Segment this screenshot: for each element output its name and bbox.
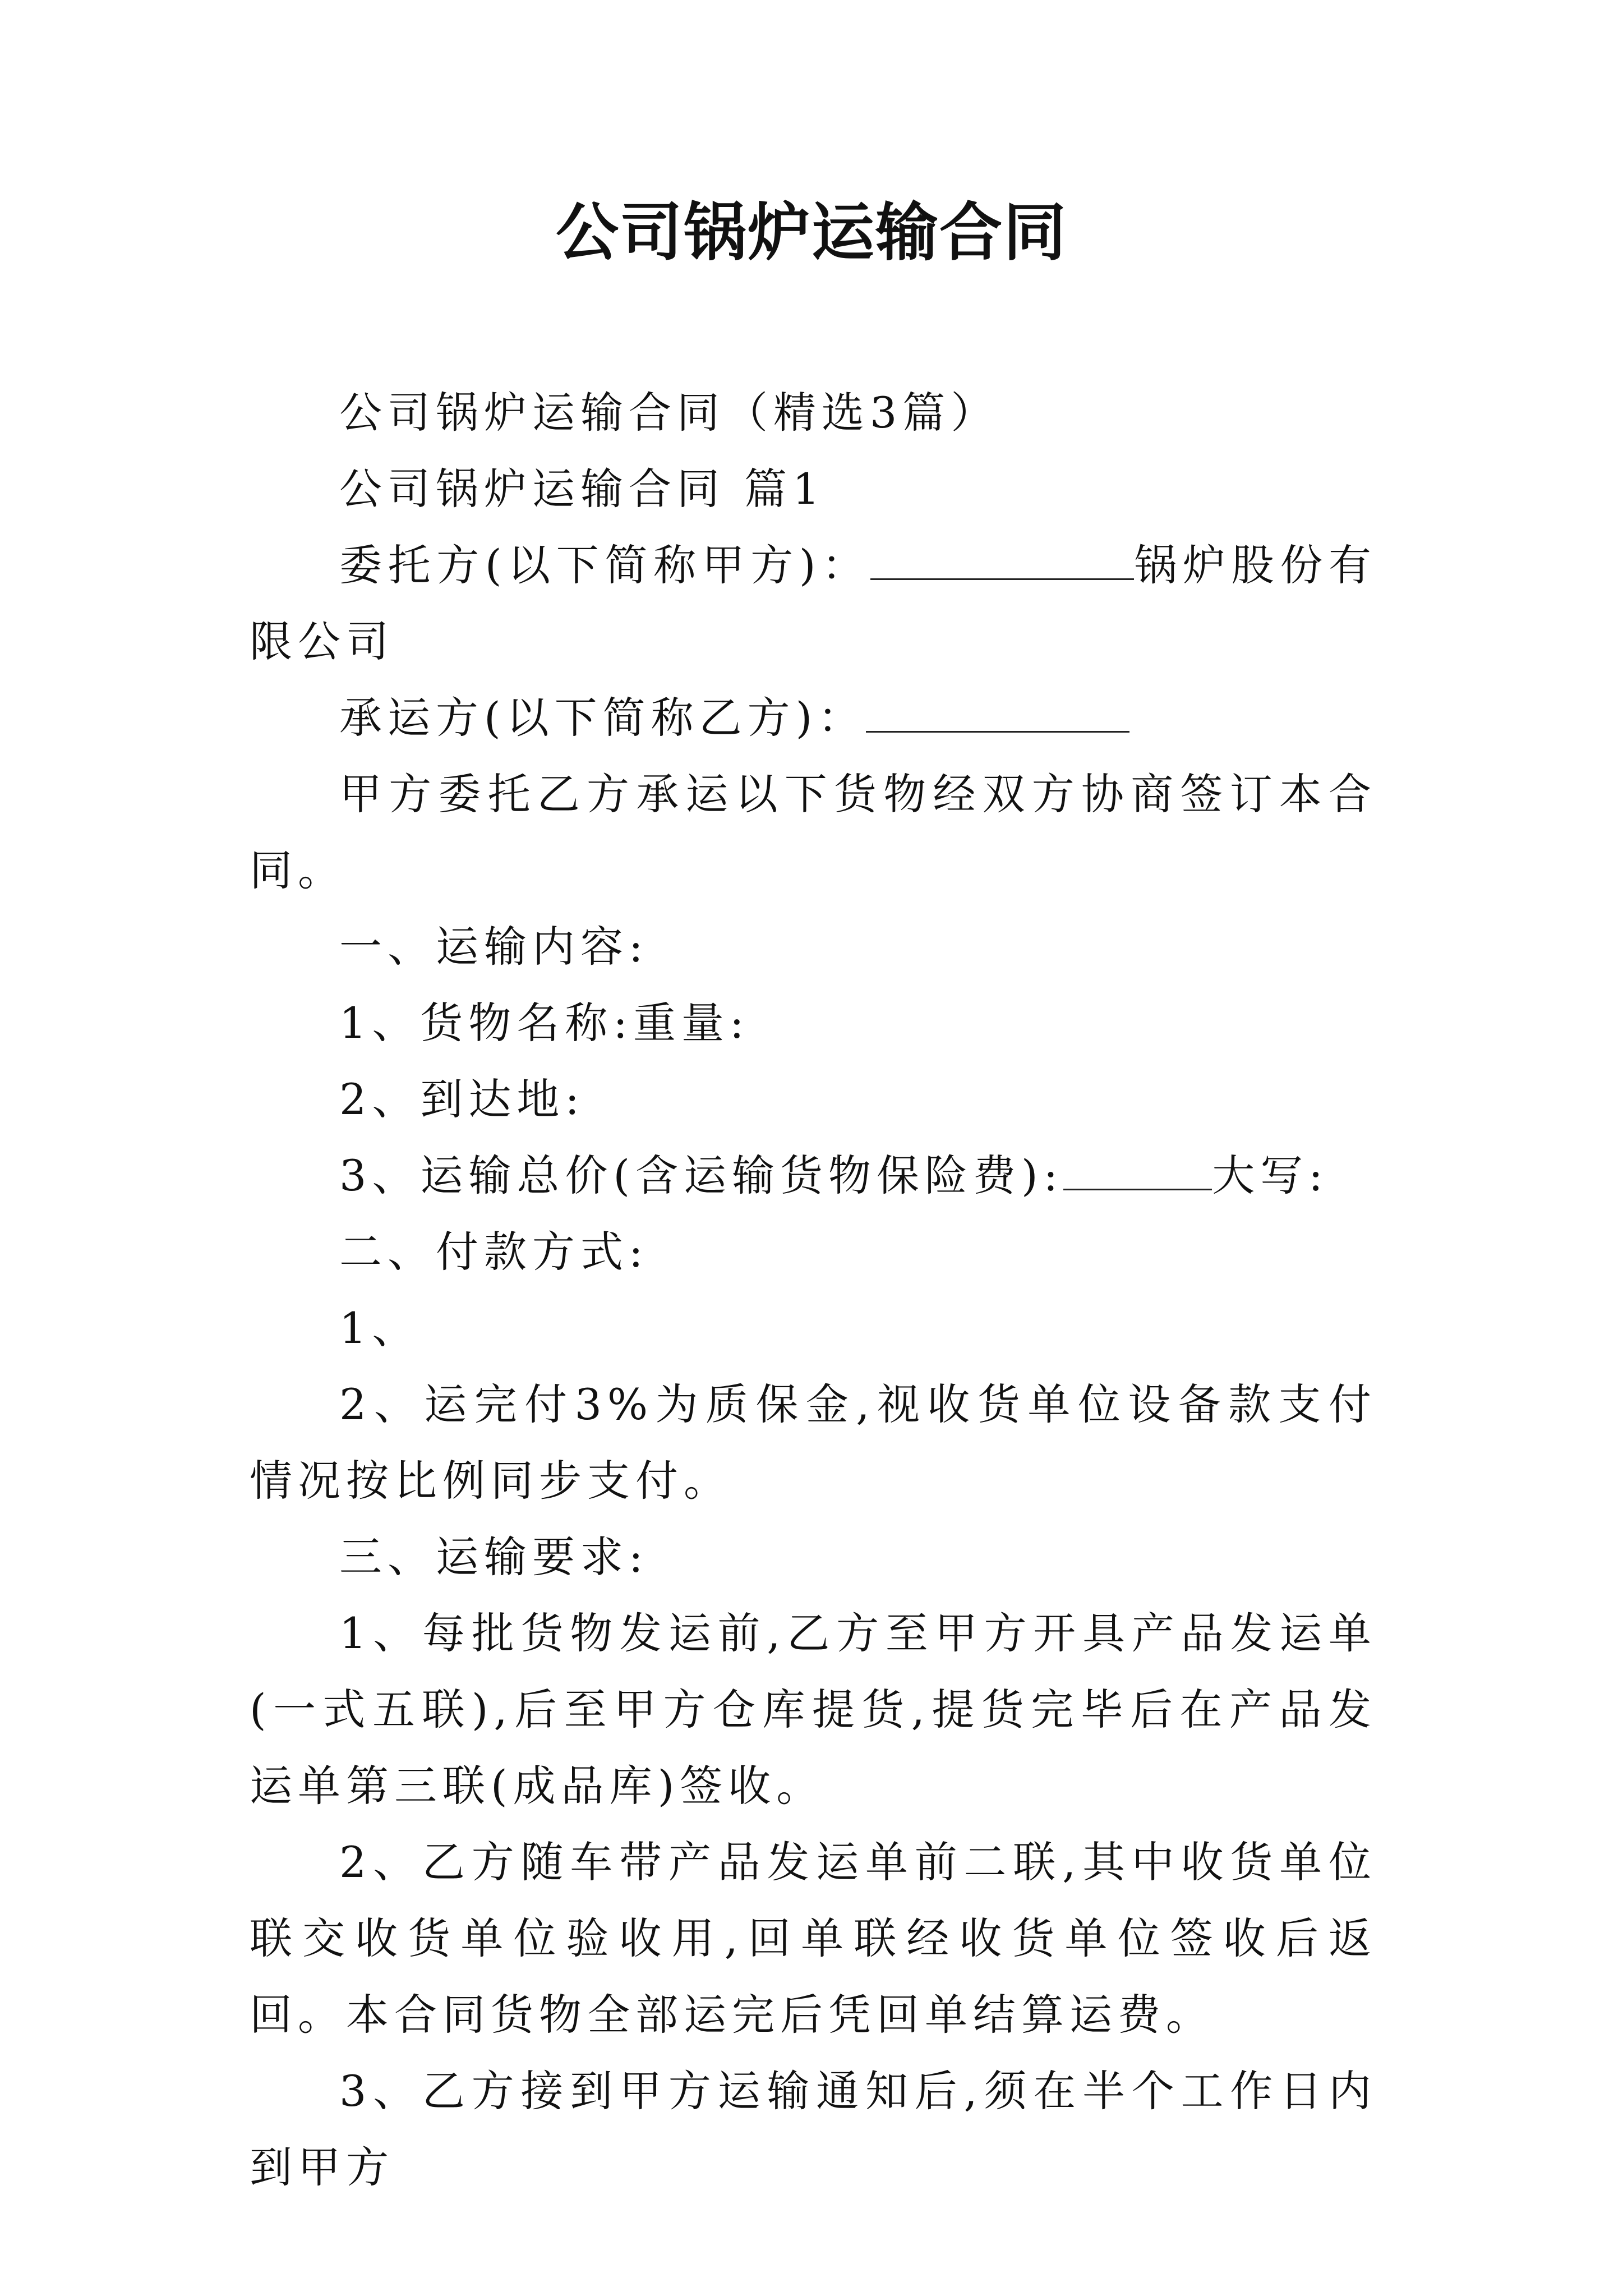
party-a-label: 委托方(以下简称甲方)： — [339, 540, 870, 590]
party-b-blank — [866, 696, 1129, 733]
section-1-item-1: 1、货物名称:重量: — [339, 998, 750, 1048]
section-2-heading: 二、付款方式: — [339, 1227, 649, 1277]
party-b-line — [250, 680, 1377, 756]
section-2-item-1: 1、 — [339, 1303, 421, 1353]
total-price-label: 3、运输总价(含运输货物保险费): — [339, 1151, 1064, 1200]
uppercase-amount-label: 大写: — [1212, 1151, 1329, 1200]
section-1-item-3 — [250, 1138, 1377, 1214]
party-b-label: 承运方(以下简称乙方)： — [339, 693, 866, 743]
total-price-blank — [1063, 1154, 1212, 1190]
part-heading: 公司锅炉运输合同 篇1 — [339, 464, 826, 514]
party-a-line — [250, 527, 1377, 680]
document-body — [250, 375, 1377, 2206]
section-3-heading: 三、运输要求: — [339, 1532, 649, 1582]
section-3-item-2: 2、乙方随车带产品发运单前二联,其中收货单位联交收货单位验收用,回单联经收货单位签收后返回。本合同货物全部运完后凭回单结算运费。 — [250, 1837, 1377, 2040]
party-a-company: 锅炉股份有限公司 — [250, 540, 1377, 666]
section-1-item-2: 2、到达地: — [339, 1074, 585, 1124]
section-2-item-2: 2、运完付3%为质保金,视收货单位设备款支付情况按比例同步支付。 — [250, 1379, 1377, 1506]
subtitle: 公司锅炉运输合同（精选3篇） — [339, 388, 999, 438]
section-3-item-3: 3、乙方接到甲方运输通知后,须在半个工作日内到甲方 — [250, 2066, 1377, 2192]
party-a-blank — [870, 544, 1134, 580]
section-3-item-1: 1、每批货物发运前,乙方至甲方开具产品发运单(一式五联),后至甲方仓库提货,提货完毕后在产品发运单第三联(成品库)签收。 — [250, 1608, 1377, 1811]
section-1-heading: 一、运输内容: — [339, 922, 649, 972]
document-title: 公司锅炉运输合同 — [556, 196, 1067, 269]
intro-paragraph: 甲方委托乙方承运以下货物经双方协商签订本合同。 — [250, 769, 1377, 895]
